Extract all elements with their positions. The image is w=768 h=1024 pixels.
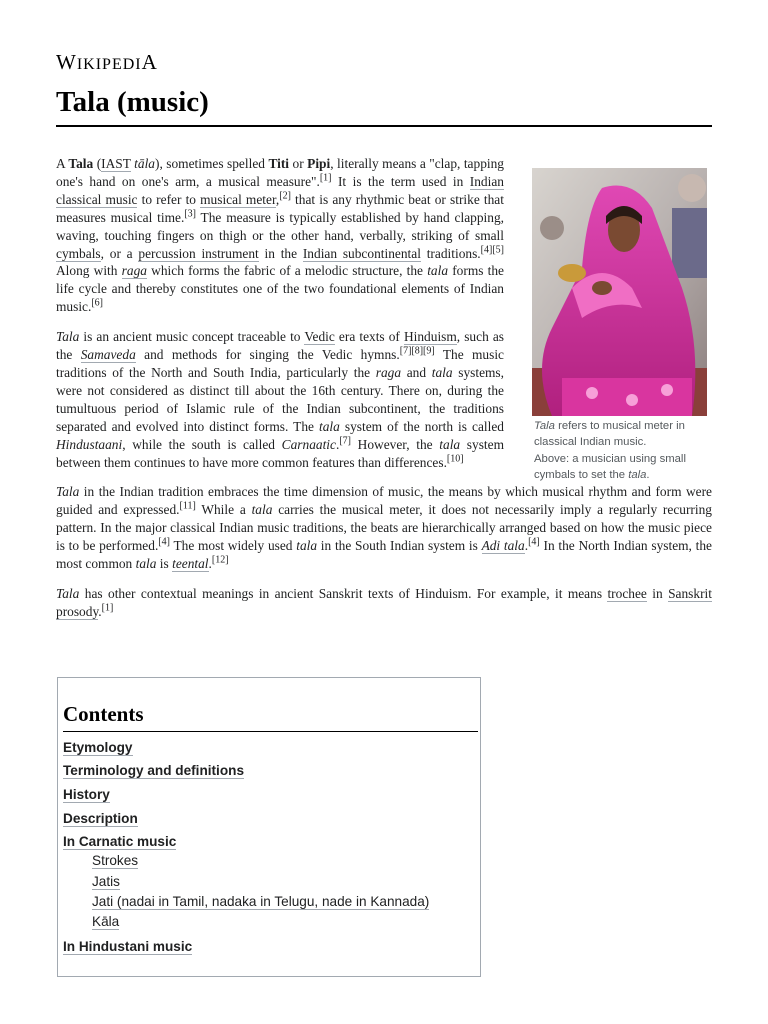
link-raga[interactable]: raga [121,263,147,279]
thumbnail-caption: Tala refers to musical meter in classical Indian music. Above: a musician using small cymbals to set the tala. [534,420,686,481]
toc-item-kala[interactable]: Kāla [92,914,120,929]
paragraph-intro: A Tala (IAST tāla), sometimes spelled Titi or Pipi, literally means a "clap, tapping one's hand on one's arm, a musical measure".[1] It is the term used in Indian classical music to refer to musical meter,[2] that is any rhythmic beat or strike that measures musical time.[3] The measure is typically established by hand clapping, waving, touching fingers on thigh or the other hand, verbally, striking of small cymbals, or a percussion instrument in the Indian subcontinental traditions.[4][5] Along with raga which forms the fabric of a melodic structure, the tala forms the life cycle and thereby constitutes one of the two foundational elements of Indian music.[6] [56,156,505,315]
toc-item-hindustani[interactable]: In Hindustani music [63,939,193,954]
ref-4[interactable]: [4] [528,536,540,548]
link-trochee[interactable]: trochee [607,585,647,601]
link-sanskrit-prosody[interactable]: Sanskrit prosody [56,585,712,619]
link-percussion-instrument[interactable]: percussion instrument [138,245,259,261]
ref-12[interactable]: [12] [211,554,229,566]
ref-11[interactable]: [11] [179,500,196,512]
link-musical-meter[interactable]: musical meter [200,191,276,207]
ref-7-8-9[interactable]: [7][8][9] [399,345,435,357]
toc-item-terminology[interactable]: Terminology and definitions [63,763,244,778]
logo-letter: A [141,50,158,74]
link-vedic[interactable]: Vedic [304,329,335,345]
toc-divider [63,731,478,732]
wikipedia-logo[interactable] [56,50,158,75]
link-indian-subcontinental[interactable]: Indian subcontinental [302,245,421,261]
link-teental[interactable]: teental [172,556,209,572]
link-cymbals[interactable]: cymbals [56,245,101,261]
link-samaveda[interactable]: Samaveda [80,347,136,363]
toc-title: Contents [63,702,144,726]
toc-item-etymology[interactable]: Etymology [63,740,133,755]
logo-letters: IKIPEDI [76,56,142,73]
table-of-contents [57,677,481,977]
toc-item-jatis[interactable]: Jatis [92,874,120,889]
ref-1[interactable]: [1] [101,602,114,614]
toc-item-strokes[interactable]: Strokes [92,853,139,868]
link-hinduism[interactable]: Hinduism [403,329,457,345]
paragraph-time-dimension: Tala in the Indian tradition embraces the time dimension of music, the means by which musical rhythm and form were guided and expressed.[11] While a tala carries the musical meter, it does not necessarily imply a regularly recurring pattern. In the major classical Indian music traditions, the beats are hierarchically arranged based on how the music piece is to be performed.[4] The most widely used tala in the South Indian system is Adi tala.[4] In the North Indian system, the most common tala is teental.[12] [56,484,712,572]
ref-4[interactable]: [4] [158,536,170,548]
ref-3[interactable]: [3] [184,208,196,220]
toc-item-jati-nadai[interactable]: Jati (nadai in Tamil, nadaka in Telugu, nade in Kannada) [92,894,430,909]
ref-10[interactable]: [10] [446,453,464,465]
title-divider [56,125,712,127]
ref-7[interactable]: [7] [339,435,351,447]
ref-1[interactable]: [1] [319,172,332,184]
logo-letter: W [56,50,77,74]
paragraph-other-meanings: Tala has other contextual meanings in ancient Sanskrit texts of Hinduism. For example, it means trochee in Sanskrit prosody.[1] [56,585,712,619]
ref-6[interactable]: [6] [91,297,104,309]
link-iast[interactable]: IAST [101,156,131,171]
article-body [56,155,712,633]
toc-item-carnatic[interactable]: In Carnatic music [63,834,177,849]
ref-4-5[interactable]: [4][5] [480,244,504,256]
page-title: Tala (music) [56,86,209,118]
toc-item-description[interactable]: Description [63,811,138,826]
ref-2[interactable]: [2] [279,190,291,202]
link-adi-tala[interactable]: Adi tala [481,538,525,554]
link-indian-classical-music[interactable]: Indian classical music [56,173,504,207]
paragraph-history-intro: Tala is an ancient music concept traceable to Vedic era texts of Hinduism, such as the Samaveda and methods for singing the Vedic hymns.[7][8][9] The music traditions of the North and South India, particularly the raga and tala systems, were not considered as distinct till about the 16th century. There on, during the tumultuous period of Islamic rule of the Indian subcontinent, the traditions separated and evolved into distinct forms. The tala system of the north is called Hindustaani, while the south is called Carnaatic.[7] However, the tala system between them continues to have more common features than differences.[10] [56,329,505,470]
toc-item-history[interactable]: History [63,787,110,802]
